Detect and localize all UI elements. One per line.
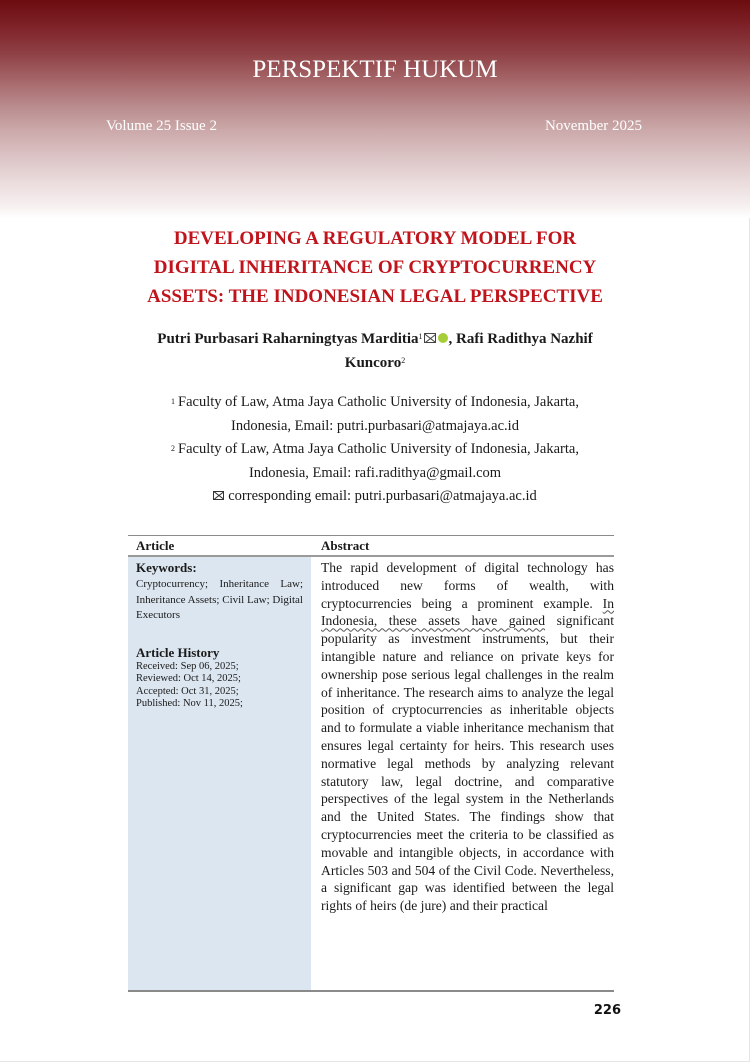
article-history-title: Article History xyxy=(136,644,220,660)
volume-issue: Volume 25 Issue 2 xyxy=(106,118,217,134)
abstract-text xyxy=(321,559,614,915)
history-received: Received: Sep 06, 2025; xyxy=(136,660,239,672)
article-column-header: Article xyxy=(136,538,175,553)
affiliation-text: Faculty of Law, Atma Jaya Catholic University of Indonesia, Jakarta, xyxy=(178,394,579,410)
keywords-title: Keywords: xyxy=(136,560,197,575)
issue-date: November 2025 xyxy=(544,118,642,134)
article-title-line: DEVELOPING A REGULATORY MODEL FOR xyxy=(173,228,577,249)
author-separator: , xyxy=(448,331,457,347)
history-reviewed: Reviewed: Oct 14, 2025; xyxy=(136,673,241,685)
table-top-rule xyxy=(128,535,614,536)
article-title-line: DIGITAL INHERITANCE OF CRYPTOCURRENCY xyxy=(153,257,597,278)
article-info-column xyxy=(128,557,311,990)
affiliation-marker: 2 xyxy=(401,356,406,365)
article-title-line: ASSETS: THE INDONESIAN LEGAL PERSPECTIVE xyxy=(147,286,603,307)
affiliation-1 xyxy=(120,391,630,415)
abstract-column-header: Abstract xyxy=(321,538,370,553)
abstract-segment: The rapid development of digital technology has introduced new forms of wealth, with cryptocurrencies being a prominent example. xyxy=(321,560,614,611)
mail-icon xyxy=(213,491,224,500)
author-name: Putri Purbasari Raharningtyas Marditia xyxy=(157,331,419,347)
history-published: Published: Nov 11, 2025; xyxy=(136,698,243,710)
author-name: Rafi Radithya Nazhif xyxy=(456,331,593,347)
spellcheck-flagged-text: In Indonesia, these assets have gained xyxy=(321,595,614,629)
orcid-icon[interactable] xyxy=(438,333,448,343)
affiliation-text: Faculty of Law, Atma Jaya Catholic University of Indonesia, Jakarta, xyxy=(178,441,579,457)
article-title xyxy=(100,224,650,311)
keywords-list: Cryptocurrency; Inheritance Law; Inheritance Assets; Civil Law; Digital Executors xyxy=(136,578,303,621)
mail-icon[interactable] xyxy=(424,333,436,343)
journal-title: PERSPEKTIF HUKUM xyxy=(252,56,498,83)
journal-header-band xyxy=(0,0,750,218)
table-bottom-rule xyxy=(128,990,614,992)
page-number: 226 xyxy=(593,1003,621,1018)
corresponding-email-text: corresponding email: putri.purbasari@atmajaya.ac.id xyxy=(228,488,537,504)
history-accepted: Accepted: Oct 31, 2025; xyxy=(136,685,239,697)
affiliation-marker: 2 xyxy=(171,444,176,453)
affiliation-marker: 1 xyxy=(171,397,176,406)
corresponding-email xyxy=(120,485,630,509)
affiliation-2 xyxy=(120,438,630,462)
affiliation-1-email: Indonesia, Email: putri.purbasari@atmajaya.ac.id xyxy=(231,417,519,434)
abstract-segment: significant popularity as investment instruments, but their intangible nature and reliance on private keys for ownership pose serious legal challenges in the realm of inheritance. The research aims to analyze the legal position of cryptocurrencies as inheritable objects and to formulate a viable inheritance mechanism that ensures legal certainty for heirs. This research uses normative legal methods by analyzing relevant statutory law, legal doctrine, and comparative perspectives of the legal system in the Netherlands and the United States. The findings show that cryptocurrencies meet the criteria to be classified as movable and intangible objects, in accordance with Articles 503 and 504 of the Civil Code. Nevertheless, a significant gap was identified between the legal rights of heirs (de jure) and their practical xyxy=(321,613,614,914)
affiliations xyxy=(120,391,630,509)
author-name-continued: Kuncoro xyxy=(344,355,402,371)
abstract-column xyxy=(321,557,614,915)
affiliation-marker: 1 xyxy=(418,332,423,341)
author-list xyxy=(120,327,630,375)
affiliation-2-email: Indonesia, Email: rafi.radithya@gmail.com xyxy=(248,464,502,481)
